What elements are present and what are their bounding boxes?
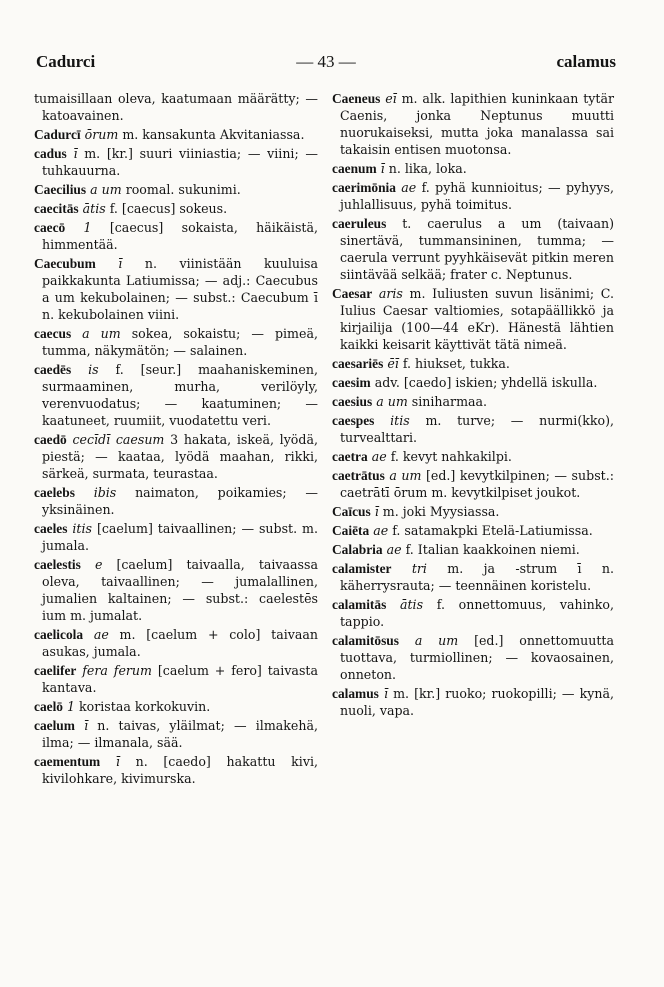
dictionary-entry	[332, 160, 614, 177]
page-header	[36, 52, 616, 74]
entry-grammar: ī	[115, 754, 120, 769]
entry-definition: f. [seur.] maahaniskeminen, surmaaminen, murha, verilöyly, verenvuodatus; — kaatuminen; — kaatuneet, ruumiit, vuodatettu veri.	[42, 362, 318, 428]
entry-headword: caerimōnia	[332, 180, 396, 195]
entry-grammar: ī	[383, 686, 388, 701]
entry-grammar: ī	[118, 256, 123, 271]
entry-definition: 3 hakata, iskeä, lyödä, piestä; — kaataa, lyödä maahan, rikki, särkeä, surmata, teurastaa.	[42, 432, 318, 481]
entry-headword: caetrātus	[332, 468, 385, 483]
entry-grammar: ae	[371, 449, 387, 464]
left-column	[34, 90, 318, 789]
entry-headword: caedō	[34, 432, 67, 447]
entry-grammar: ī	[380, 161, 385, 176]
entry-headword: caecus	[34, 326, 72, 341]
entry-definition: f. [caecus] sokeus.	[109, 201, 228, 216]
entry-grammar: a um	[414, 633, 459, 648]
entry-headword: Caiēta	[332, 523, 370, 538]
entry-grammar: ī	[374, 504, 379, 519]
entry-grammar: eī	[385, 91, 397, 106]
entry-grammar: ibis	[93, 485, 117, 500]
entry-grammar: itis	[72, 521, 92, 536]
entry-grammar: a um	[90, 182, 122, 197]
entry-definition: n. viinistään kuuluisa paikkakunta Latiumissa; — adj.: Caecubus a um kekubolainen; — subst.: Caecubum ī n. kekubolainen viini.	[42, 256, 318, 322]
entry-definition: m. [caelum + colo] taivaan asukas, jumala.	[42, 627, 318, 659]
entry-definition: m. Iuliusten suvun lisänimi; C. Iulius Caesar valtiomies, sotapäällikkö ja kirjailija (100—44 eKr). Hänestä lähtien kaikki keisarit käyttivät tätä nimeä.	[340, 286, 614, 352]
dictionary-entry	[332, 393, 614, 410]
entry-headword: Caīcus	[332, 504, 371, 519]
entry-headword: Caecilius	[34, 182, 87, 197]
dictionary-entry	[34, 626, 318, 660]
entry-grammar: e	[94, 557, 103, 572]
dictionary-entry	[332, 632, 614, 683]
entry-headword: caelicola	[34, 627, 84, 642]
entry-headword: caesariēs	[332, 356, 384, 371]
dictionary-entry	[332, 560, 614, 594]
entry-definition: [ed.] kevytkilpinen; — subst.: caetrātī ōrum m. kevytkilpiset joukot.	[340, 468, 614, 500]
dictionary-entry	[34, 520, 318, 554]
entry-headword: cadus	[34, 146, 67, 161]
dictionary-entry	[34, 126, 318, 143]
header-last-word: calamus	[556, 52, 616, 71]
dictionary-entry	[34, 200, 318, 217]
entry-definition: t. caerulus a um (taivaan) sinertävä, tummansininen, tumma; — caerula verrunt pyyhkäisevät pitkin meren siintävää selkää; frater c. Neptunus.	[340, 216, 614, 282]
dictionary-entry	[34, 145, 318, 179]
dictionary-entry	[332, 90, 614, 158]
entry-grammar: ae	[401, 180, 417, 195]
entry-headword: calamus	[332, 686, 379, 701]
entry-grammar: ī	[73, 146, 78, 161]
entry-definition: m. [kr.] ruoko; ruokopilli; — kynä, nuoli, vapa.	[340, 686, 614, 718]
dictionary-entry	[34, 255, 318, 323]
entry-grammar: 1	[83, 220, 92, 235]
entry-definition: m. joki Myysiassa.	[382, 504, 500, 519]
page-number: — 43 —	[296, 52, 356, 71]
header-first-word: Cadurci	[36, 52, 96, 71]
entry-definition: f. kevyt nahkakilpi.	[390, 449, 512, 464]
dictionary-entry	[34, 662, 318, 696]
dictionary-entry	[34, 556, 318, 624]
entry-definition: f. satamakpki Etelä-Latiumissa.	[392, 523, 593, 538]
entry-headword: caecō	[34, 220, 66, 235]
dictionary-entry	[34, 181, 318, 198]
entry-headword: caedēs	[34, 362, 72, 377]
entry-definition: n. [caedo] hakattu kivi, kivilohkare, kivimurska.	[42, 754, 318, 786]
entry-definition: f. Italian kaakkoinen niemi.	[405, 542, 580, 557]
entry-definition: [ed.] onnettomuutta tuottava, turmiollinen; — kovaosainen, onneton.	[340, 633, 614, 682]
entry-grammar: ēī	[387, 356, 399, 371]
entry-definition: tumaisillaan oleva, kaatumaan määrätty; — katoavainen.	[34, 91, 318, 123]
entry-headword: Cadurcī	[34, 127, 81, 142]
entry-grammar: fera ferum	[82, 663, 152, 678]
entry-definition: koristaa korkokuvin.	[79, 699, 211, 714]
dictionary-entry	[332, 215, 614, 283]
entry-grammar: ōrum	[84, 127, 119, 142]
dictionary-entry	[34, 753, 318, 787]
entry-grammar: a um	[376, 394, 408, 409]
entry-definition: [caelum] taivaalla, taivaassa oleva, taivaallinen; — jumalallinen, jumalien kaltainen; — subst.: caelestēs ium m. jumalat.	[42, 557, 318, 623]
dictionary-entry	[332, 448, 614, 465]
entry-grammar: ātis	[82, 201, 106, 216]
entry-headword: caelebs	[34, 485, 75, 500]
entry-definition: [caecus] sokaista, häikäistä, himmentää.	[42, 220, 318, 252]
entry-grammar: aris	[378, 286, 403, 301]
entry-headword: calamitōsus	[332, 633, 399, 648]
dictionary-entry	[34, 361, 318, 429]
dictionary-entry	[34, 698, 318, 715]
entry-grammar: 1	[67, 699, 76, 714]
dictionary-entry	[332, 503, 614, 520]
entry-headword: caenum	[332, 161, 377, 176]
entry-definition: m. [kr.] suuri viiniastia; — viini; — tuhkauurna.	[42, 146, 318, 178]
entry-headword: caetra	[332, 449, 368, 464]
dictionary-entry	[332, 355, 614, 372]
entry-headword: caespes	[332, 413, 375, 428]
dictionary-entry	[34, 325, 318, 359]
entry-definition: m. ja -strum ī n. käherrysrauta; — teennäinen koristelu.	[340, 561, 614, 593]
dictionary-entry	[34, 484, 318, 518]
entry-grammar: ātis	[399, 597, 424, 612]
dictionary-entry	[332, 412, 614, 446]
entry-definition: [caelum] taivaallinen; — subst. m. jumala.	[42, 521, 318, 553]
entry-grammar: ae	[373, 523, 389, 538]
entry-headword: calamitās	[332, 597, 387, 612]
dictionary-entry	[34, 219, 318, 253]
entry-grammar: ī	[84, 718, 89, 733]
entry-headword: caelestis	[34, 557, 81, 572]
entry-definition: m. alk. lapithien kuninkaan tytär Caenis, jonka Neptunus muutti nuorukaiseksi, mutta joka manalassa sai takaisin entisen muotonsa.	[340, 91, 614, 157]
entry-headword: caecitās	[34, 201, 79, 216]
right-column	[332, 90, 614, 721]
entry-grammar: itis	[390, 413, 410, 428]
entry-headword: Calabria	[332, 542, 383, 557]
entry-headword: caementum	[34, 754, 101, 769]
entry-headword: caelō	[34, 699, 63, 714]
entry-grammar: tri	[411, 561, 427, 576]
dictionary-entry	[332, 179, 614, 213]
entry-headword: calamister	[332, 561, 392, 576]
dictionary-entry	[34, 90, 318, 124]
entry-definition: f. hiukset, tukka.	[402, 356, 510, 371]
entry-headword: caesius	[332, 394, 373, 409]
entry-headword: Caesar	[332, 286, 373, 301]
entry-headword: caelifer	[34, 663, 77, 678]
entry-grammar: a um	[82, 326, 121, 341]
dictionary-entry	[34, 717, 318, 751]
dictionary-entry	[332, 541, 614, 558]
entry-definition: [caelum + fero] taivasta kantava.	[42, 663, 318, 695]
entry-definition: siniharmaa.	[411, 394, 488, 409]
entry-grammar: cecīdī caesum	[72, 432, 165, 447]
dictionary-entry	[34, 431, 318, 482]
entry-definition: adv. [caedo] iskien; yhdellä iskulla.	[374, 375, 598, 390]
entry-headword: caesim	[332, 375, 371, 390]
dictionary-entry	[332, 374, 614, 391]
dictionary-entry	[332, 522, 614, 539]
entry-headword: caelum	[34, 718, 75, 733]
entry-definition: naimaton, poikamies; — yksinäinen.	[42, 485, 318, 517]
entry-definition: f. pyhä kunnioitus; — pyhyys, juhlallisuus, pyhä toimitus.	[340, 180, 614, 212]
dictionary-entry	[332, 685, 614, 719]
entry-definition: n. taivas, yläilmat; — ilmakehä, ilma; — ilmanala, sää.	[42, 718, 318, 750]
entry-grammar: ae	[93, 627, 109, 642]
dictionary-entry	[332, 596, 614, 630]
entry-definition: roomal. sukunimi.	[125, 182, 241, 197]
entry-grammar: ae	[386, 542, 402, 557]
entry-definition: m. kansakunta Akvitaniassa.	[122, 127, 305, 142]
entry-headword: Caecubum	[34, 256, 96, 271]
dictionary-entry	[332, 285, 614, 353]
entry-headword: caeruleus	[332, 216, 387, 231]
entry-definition: f. onnettomuus, vahinko, tappio.	[340, 597, 614, 629]
entry-headword: caeles	[34, 521, 68, 536]
dictionary-entry	[332, 467, 614, 501]
entry-headword: Caeneus	[332, 91, 381, 106]
entry-grammar: a um	[389, 468, 422, 483]
entry-definition: n. lika, loka.	[388, 161, 467, 176]
entry-definition: sokea, sokaistu; — pimeä, tumma, näkymätön; — salainen.	[42, 326, 318, 358]
entry-definition: m. turve; — nurmi(kko), turvealttari.	[340, 413, 614, 445]
entry-grammar: is	[88, 362, 99, 377]
